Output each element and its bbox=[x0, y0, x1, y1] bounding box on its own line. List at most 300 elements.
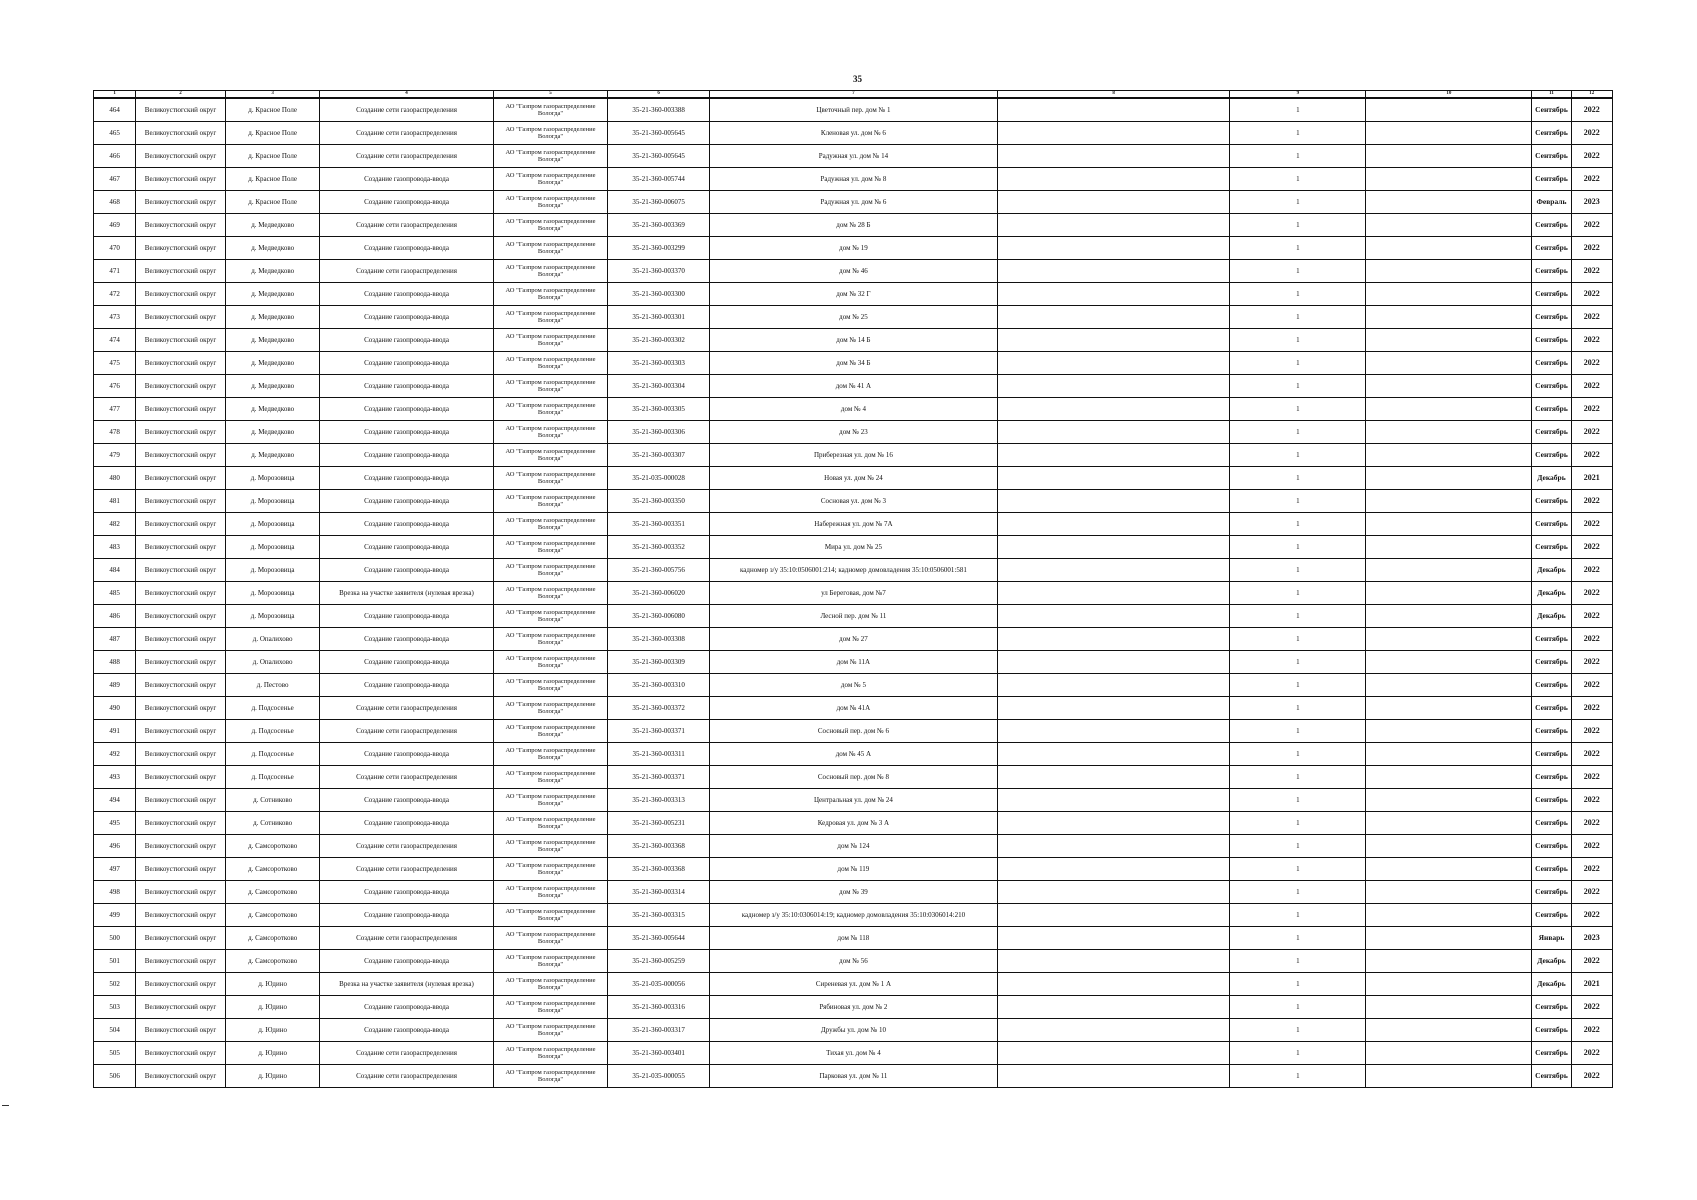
cell-settlement: д. Самсоротково bbox=[225, 927, 320, 950]
cell-district: Великоустюгский округ bbox=[136, 191, 226, 214]
cell-address: дом № 23 bbox=[709, 421, 997, 444]
cell-blank-col-10 bbox=[1366, 214, 1532, 237]
cell-application-id: 35-21-360-003304 bbox=[608, 375, 710, 398]
cell-application-id: 35-21-360-003309 bbox=[608, 651, 710, 674]
cell-quantity: 1 bbox=[1230, 674, 1366, 697]
cell-year: 2022 bbox=[1571, 490, 1612, 513]
cell-settlement: д. Морозовица bbox=[225, 467, 320, 490]
table-row bbox=[94, 1065, 1613, 1088]
cell-quantity: 1 bbox=[1230, 237, 1366, 260]
cell-work-type: Создание газопровода-ввода bbox=[320, 513, 493, 536]
cell-work-type: Создание газопровода-ввода bbox=[320, 237, 493, 260]
cell-year: 2021 bbox=[1571, 467, 1612, 490]
cell-address: Цветочный пер. дом № 1 bbox=[709, 98, 997, 122]
cell-year: 2022 bbox=[1571, 881, 1612, 904]
cell-month: Сентябрь bbox=[1532, 743, 1571, 766]
cell-address: дом № 118 bbox=[709, 927, 997, 950]
cell-blank-col-10 bbox=[1366, 467, 1532, 490]
cell-district: Великоустюгский округ bbox=[136, 237, 226, 260]
cell-blank-col-10 bbox=[1366, 145, 1532, 168]
cell-settlement: д. Медведково bbox=[225, 421, 320, 444]
cell-month: Декабрь bbox=[1532, 467, 1571, 490]
cell-district: Великоустюгский округ bbox=[136, 467, 226, 490]
cell-blank-col-10 bbox=[1366, 927, 1532, 950]
cell-quantity: 1 bbox=[1230, 260, 1366, 283]
cell-district: Великоустюгский округ bbox=[136, 927, 226, 950]
cell-year: 2022 bbox=[1571, 812, 1612, 835]
cell-month: Сентябрь bbox=[1532, 98, 1571, 122]
cell-month: Сентябрь bbox=[1532, 996, 1571, 1019]
cell-month: Декабрь bbox=[1532, 582, 1571, 605]
cell-work-type: Создание газопровода-ввода bbox=[320, 375, 493, 398]
cell-month: Сентябрь bbox=[1532, 283, 1571, 306]
cell-work-type: Создание газопровода-ввода bbox=[320, 605, 493, 628]
cell-district: Великоустюгский округ bbox=[136, 283, 226, 306]
cell-row-number: 494 bbox=[94, 789, 136, 812]
cell-year: 2022 bbox=[1571, 950, 1612, 973]
cell-address: Сосновый пер. дом № 6 bbox=[709, 720, 997, 743]
cell-operator: АО "Газпром газораспределение Вологда" bbox=[493, 122, 608, 145]
cell-quantity: 1 bbox=[1230, 559, 1366, 582]
cell-blank-col-10 bbox=[1366, 444, 1532, 467]
table-row bbox=[94, 98, 1613, 122]
cell-operator: АО "Газпром газораспределение Вологда" bbox=[493, 559, 608, 582]
cell-operator: АО "Газпром газораспределение Вологда" bbox=[493, 858, 608, 881]
cell-row-number: 492 bbox=[94, 743, 136, 766]
cell-operator: АО "Газпром газораспределение Вологда" bbox=[493, 789, 608, 812]
cell-blank-col-10 bbox=[1366, 191, 1532, 214]
cell-month: Сентябрь bbox=[1532, 421, 1571, 444]
cell-settlement: д. Морозовица bbox=[225, 490, 320, 513]
table-row bbox=[94, 812, 1613, 835]
cell-district: Великоустюгский округ bbox=[136, 697, 226, 720]
cell-operator: АО "Газпром газораспределение Вологда" bbox=[493, 1065, 608, 1088]
cell-settlement: д. Красное Поле bbox=[225, 122, 320, 145]
cell-row-number: 483 bbox=[94, 536, 136, 559]
cell-application-id: 35-21-360-003352 bbox=[608, 536, 710, 559]
cell-quantity: 1 bbox=[1230, 904, 1366, 927]
table-row bbox=[94, 973, 1613, 996]
cell-application-id: 35-21-360-003302 bbox=[608, 329, 710, 352]
cell-year: 2022 bbox=[1571, 1019, 1612, 1042]
cell-work-type: Создание сети газораспределения bbox=[320, 145, 493, 168]
cell-row-number: 464 bbox=[94, 98, 136, 122]
cell-quantity: 1 bbox=[1230, 398, 1366, 421]
cell-year: 2022 bbox=[1571, 260, 1612, 283]
column-header-9: 9 bbox=[1230, 91, 1366, 99]
cell-quantity: 1 bbox=[1230, 490, 1366, 513]
cell-row-number: 502 bbox=[94, 973, 136, 996]
cell-application-id: 35-21-360-003388 bbox=[608, 98, 710, 122]
cell-blank-col-8 bbox=[997, 421, 1230, 444]
cell-blank-col-8 bbox=[997, 214, 1230, 237]
cell-settlement: д. Подсосенье bbox=[225, 720, 320, 743]
cell-operator: АО "Газпром газораспределение Вологда" bbox=[493, 444, 608, 467]
cell-district: Великоустюгский округ bbox=[136, 421, 226, 444]
cell-operator: АО "Газпром газораспределение Вологда" bbox=[493, 674, 608, 697]
cell-district: Великоустюгский округ bbox=[136, 122, 226, 145]
cell-month: Сентябрь bbox=[1532, 444, 1571, 467]
cell-month: Сентябрь bbox=[1532, 490, 1571, 513]
cell-work-type: Создание сети газораспределения bbox=[320, 927, 493, 950]
cell-settlement: д. Пестово bbox=[225, 674, 320, 697]
cell-blank-col-10 bbox=[1366, 375, 1532, 398]
cell-year: 2022 bbox=[1571, 329, 1612, 352]
cell-district: Великоустюгский округ bbox=[136, 536, 226, 559]
cell-work-type: Создание газопровода-ввода bbox=[320, 950, 493, 973]
cell-work-type: Создание газопровода-ввода bbox=[320, 398, 493, 421]
cell-operator: АО "Газпром газораспределение Вологда" bbox=[493, 260, 608, 283]
cell-settlement: д. Морозовица bbox=[225, 559, 320, 582]
cell-application-id: 35-21-360-005645 bbox=[608, 145, 710, 168]
cell-blank-col-10 bbox=[1366, 697, 1532, 720]
cell-blank-col-8 bbox=[997, 559, 1230, 582]
cell-address: Сиреневая ул. дом № 1 А bbox=[709, 973, 997, 996]
cell-district: Великоустюгский округ bbox=[136, 674, 226, 697]
cell-settlement: д. Красное Поле bbox=[225, 145, 320, 168]
cell-blank-col-8 bbox=[997, 881, 1230, 904]
cell-row-number: 489 bbox=[94, 674, 136, 697]
table-row bbox=[94, 237, 1613, 260]
cell-settlement: д. Юдино bbox=[225, 996, 320, 1019]
cell-blank-col-8 bbox=[997, 490, 1230, 513]
cell-work-type: Создание газопровода-ввода bbox=[320, 743, 493, 766]
cell-address: дом № 11А bbox=[709, 651, 997, 674]
cell-blank-col-8 bbox=[997, 467, 1230, 490]
cell-blank-col-10 bbox=[1366, 950, 1532, 973]
table-row bbox=[94, 467, 1613, 490]
cell-address: Центральная ул. дом № 24 bbox=[709, 789, 997, 812]
cell-address: Приберезная ул. дом № 16 bbox=[709, 444, 997, 467]
cell-blank-col-10 bbox=[1366, 513, 1532, 536]
cell-quantity: 1 bbox=[1230, 329, 1366, 352]
cell-quantity: 1 bbox=[1230, 812, 1366, 835]
cell-address: кадномер з/у 35:10:0306014:19; кадномер домовладения 35:10:0306014:210 bbox=[709, 904, 997, 927]
table-body bbox=[94, 98, 1613, 1088]
cell-row-number: 506 bbox=[94, 1065, 136, 1088]
cell-blank-col-8 bbox=[997, 766, 1230, 789]
cell-month: Сентябрь bbox=[1532, 352, 1571, 375]
cell-application-id: 35-21-360-005744 bbox=[608, 168, 710, 191]
cell-month: Сентябрь bbox=[1532, 375, 1571, 398]
cell-district: Великоустюгский округ bbox=[136, 858, 226, 881]
cell-application-id: 35-21-360-005259 bbox=[608, 950, 710, 973]
cell-address: Рябиновая ул. дом № 2 bbox=[709, 996, 997, 1019]
cell-row-number: 485 bbox=[94, 582, 136, 605]
cell-blank-col-8 bbox=[997, 743, 1230, 766]
cell-quantity: 1 bbox=[1230, 651, 1366, 674]
cell-settlement: д. Опалихово bbox=[225, 651, 320, 674]
cell-month: Декабрь bbox=[1532, 973, 1571, 996]
cell-settlement: д. Опалихово bbox=[225, 628, 320, 651]
cell-blank-col-10 bbox=[1366, 605, 1532, 628]
cell-work-type: Создание сети газораспределения bbox=[320, 858, 493, 881]
cell-quantity: 1 bbox=[1230, 191, 1366, 214]
cell-district: Великоустюгский округ bbox=[136, 168, 226, 191]
cell-settlement: д. Медведково bbox=[225, 398, 320, 421]
cell-month: Сентябрь bbox=[1532, 260, 1571, 283]
cell-blank-col-8 bbox=[997, 283, 1230, 306]
cell-district: Великоустюгский округ bbox=[136, 628, 226, 651]
cell-operator: АО "Газпром газораспределение Вологда" bbox=[493, 996, 608, 1019]
cell-row-number: 503 bbox=[94, 996, 136, 1019]
cell-settlement: д. Самсоротково bbox=[225, 881, 320, 904]
cell-application-id: 35-21-360-003308 bbox=[608, 628, 710, 651]
cell-year: 2022 bbox=[1571, 1042, 1612, 1065]
cell-address: Мира ул. дом № 25 bbox=[709, 536, 997, 559]
cell-blank-col-8 bbox=[997, 927, 1230, 950]
table-row bbox=[94, 651, 1613, 674]
cell-district: Великоустюгский округ bbox=[136, 145, 226, 168]
cell-year: 2022 bbox=[1571, 559, 1612, 582]
cell-row-number: 476 bbox=[94, 375, 136, 398]
cell-row-number: 498 bbox=[94, 881, 136, 904]
cell-work-type: Создание сети газораспределения bbox=[320, 122, 493, 145]
cell-row-number: 473 bbox=[94, 306, 136, 329]
cell-blank-col-10 bbox=[1366, 743, 1532, 766]
cell-quantity: 1 bbox=[1230, 513, 1366, 536]
table-row bbox=[94, 513, 1613, 536]
cell-row-number: 468 bbox=[94, 191, 136, 214]
cell-work-type: Создание газопровода-ввода bbox=[320, 651, 493, 674]
cell-settlement: д. Морозовица bbox=[225, 605, 320, 628]
cell-month: Сентябрь bbox=[1532, 674, 1571, 697]
cell-operator: АО "Газпром газораспределение Вологда" bbox=[493, 927, 608, 950]
cell-operator: АО "Газпром газораспределение Вологда" bbox=[493, 214, 608, 237]
cell-settlement: д. Сотниково bbox=[225, 812, 320, 835]
cell-settlement: д. Юдино bbox=[225, 1065, 320, 1088]
cell-operator: АО "Газпром газораспределение Вологда" bbox=[493, 605, 608, 628]
cell-quantity: 1 bbox=[1230, 973, 1366, 996]
column-header-3: 3 bbox=[225, 91, 320, 99]
cell-operator: АО "Газпром газораспределение Вологда" bbox=[493, 720, 608, 743]
column-header-12: 12 bbox=[1571, 91, 1612, 99]
cell-blank-col-8 bbox=[997, 375, 1230, 398]
cell-application-id: 35-21-360-003310 bbox=[608, 674, 710, 697]
cell-settlement: д. Самсоротково bbox=[225, 835, 320, 858]
cell-quantity: 1 bbox=[1230, 1065, 1366, 1088]
cell-settlement: д. Самсоротково bbox=[225, 858, 320, 881]
cell-application-id: 35-21-360-003307 bbox=[608, 444, 710, 467]
table-row bbox=[94, 904, 1613, 927]
cell-month: Сентябрь bbox=[1532, 122, 1571, 145]
cell-quantity: 1 bbox=[1230, 214, 1366, 237]
cell-address: Лесной пер. дом № 11 bbox=[709, 605, 997, 628]
table-row bbox=[94, 283, 1613, 306]
cell-year: 2022 bbox=[1571, 122, 1612, 145]
cell-district: Великоустюгский округ bbox=[136, 973, 226, 996]
cell-year: 2022 bbox=[1571, 858, 1612, 881]
cell-district: Великоустюгский округ bbox=[136, 812, 226, 835]
cell-work-type: Создание газопровода-ввода bbox=[320, 444, 493, 467]
cell-row-number: 479 bbox=[94, 444, 136, 467]
cell-settlement: д. Медведково bbox=[225, 283, 320, 306]
table-row bbox=[94, 582, 1613, 605]
cell-blank-col-8 bbox=[997, 398, 1230, 421]
cell-operator: АО "Газпром газораспределение Вологда" bbox=[493, 973, 608, 996]
table-row bbox=[94, 444, 1613, 467]
cell-quantity: 1 bbox=[1230, 835, 1366, 858]
column-header-6: 6 bbox=[608, 91, 710, 99]
table-row bbox=[94, 1042, 1613, 1065]
cell-work-type: Создание газопровода-ввода bbox=[320, 168, 493, 191]
cell-operator: АО "Газпром газораспределение Вологда" bbox=[493, 812, 608, 835]
cell-application-id: 35-21-360-005756 bbox=[608, 559, 710, 582]
cell-work-type: Создание сети газораспределения bbox=[320, 214, 493, 237]
cell-operator: АО "Газпром газораспределение Вологда" bbox=[493, 306, 608, 329]
cell-operator: АО "Газпром газораспределение Вологда" bbox=[493, 536, 608, 559]
cell-settlement: д. Медведково bbox=[225, 444, 320, 467]
cell-blank-col-10 bbox=[1366, 1042, 1532, 1065]
cell-blank-col-10 bbox=[1366, 904, 1532, 927]
cell-blank-col-10 bbox=[1366, 98, 1532, 122]
cell-month: Сентябрь bbox=[1532, 214, 1571, 237]
cell-quantity: 1 bbox=[1230, 145, 1366, 168]
cell-operator: АО "Газпром газораспределение Вологда" bbox=[493, 145, 608, 168]
cell-row-number: 496 bbox=[94, 835, 136, 858]
cell-month: Декабрь bbox=[1532, 559, 1571, 582]
cell-work-type: Создание газопровода-ввода bbox=[320, 1019, 493, 1042]
table-row bbox=[94, 375, 1613, 398]
column-header-5: 5 bbox=[493, 91, 608, 99]
cell-quantity: 1 bbox=[1230, 950, 1366, 973]
cell-month: Сентябрь bbox=[1532, 720, 1571, 743]
cell-blank-col-8 bbox=[997, 789, 1230, 812]
cell-work-type: Создание сети газораспределения bbox=[320, 1065, 493, 1088]
cell-operator: АО "Газпром газораспределение Вологда" bbox=[493, 1019, 608, 1042]
cell-work-type: Врезка на участке заявителя (нулевая врезка) bbox=[320, 973, 493, 996]
cell-district: Великоустюгский округ bbox=[136, 513, 226, 536]
cell-settlement: д. Подсосенье bbox=[225, 697, 320, 720]
cell-blank-col-8 bbox=[997, 674, 1230, 697]
table-row bbox=[94, 628, 1613, 651]
cell-row-number: 505 bbox=[94, 1042, 136, 1065]
cell-address: Тихая ул. дом № 4 bbox=[709, 1042, 997, 1065]
cell-work-type: Создание сети газораспределения bbox=[320, 260, 493, 283]
cell-row-number: 465 bbox=[94, 122, 136, 145]
cell-blank-col-10 bbox=[1366, 1065, 1532, 1088]
table-row bbox=[94, 996, 1613, 1019]
cell-address: дом № 124 bbox=[709, 835, 997, 858]
cell-work-type: Создание газопровода-ввода bbox=[320, 904, 493, 927]
cell-year: 2022 bbox=[1571, 168, 1612, 191]
cell-settlement: д. Медведково bbox=[225, 237, 320, 260]
cell-address: дом № 28 Б bbox=[709, 214, 997, 237]
cell-month: Сентябрь bbox=[1532, 329, 1571, 352]
table-row bbox=[94, 421, 1613, 444]
cell-year: 2022 bbox=[1571, 582, 1612, 605]
cell-district: Великоустюгский округ bbox=[136, 950, 226, 973]
cell-district: Великоустюгский округ bbox=[136, 559, 226, 582]
cell-month: Сентябрь bbox=[1532, 789, 1571, 812]
cell-blank-col-10 bbox=[1366, 283, 1532, 306]
cell-address: дом № 5 bbox=[709, 674, 997, 697]
cell-district: Великоустюгский округ bbox=[136, 720, 226, 743]
cell-operator: АО "Газпром газораспределение Вологда" bbox=[493, 881, 608, 904]
cell-application-id: 35-21-360-003317 bbox=[608, 1019, 710, 1042]
cell-district: Великоустюгский округ bbox=[136, 398, 226, 421]
cell-work-type: Создание сети газораспределения bbox=[320, 697, 493, 720]
cell-year: 2022 bbox=[1571, 214, 1612, 237]
table-row bbox=[94, 559, 1613, 582]
cell-blank-col-10 bbox=[1366, 858, 1532, 881]
cell-settlement: д. Красное Поле bbox=[225, 191, 320, 214]
cell-blank-col-10 bbox=[1366, 789, 1532, 812]
cell-work-type: Создание газопровода-ввода bbox=[320, 996, 493, 1019]
cell-operator: АО "Газпром газораспределение Вологда" bbox=[493, 582, 608, 605]
cell-year: 2022 bbox=[1571, 651, 1612, 674]
cell-address: Сосновый пер. дом № 8 bbox=[709, 766, 997, 789]
cell-work-type: Создание сети газораспределения bbox=[320, 1042, 493, 1065]
cell-year: 2022 bbox=[1571, 1065, 1612, 1088]
cell-blank-col-10 bbox=[1366, 260, 1532, 283]
cell-quantity: 1 bbox=[1230, 306, 1366, 329]
cell-work-type: Создание газопровода-ввода bbox=[320, 352, 493, 375]
cell-address: Парковая ул. дом № 11 bbox=[709, 1065, 997, 1088]
cell-address: Дружбы ул. дом № 10 bbox=[709, 1019, 997, 1042]
cell-quantity: 1 bbox=[1230, 927, 1366, 950]
cell-row-number: 482 bbox=[94, 513, 136, 536]
cell-application-id: 35-21-360-006075 bbox=[608, 191, 710, 214]
cell-district: Великоустюгский округ bbox=[136, 904, 226, 927]
cell-quantity: 1 bbox=[1230, 122, 1366, 145]
table-row bbox=[94, 605, 1613, 628]
cell-settlement: д. Медведково bbox=[225, 329, 320, 352]
cell-year: 2022 bbox=[1571, 605, 1612, 628]
cell-row-number: 486 bbox=[94, 605, 136, 628]
cell-quantity: 1 bbox=[1230, 697, 1366, 720]
cell-row-number: 495 bbox=[94, 812, 136, 835]
cell-quantity: 1 bbox=[1230, 536, 1366, 559]
cell-work-type: Создание газопровода-ввода bbox=[320, 467, 493, 490]
cell-year: 2022 bbox=[1571, 536, 1612, 559]
cell-row-number: 466 bbox=[94, 145, 136, 168]
table-row bbox=[94, 720, 1613, 743]
cell-blank-col-10 bbox=[1366, 996, 1532, 1019]
cell-application-id: 35-21-035-000028 bbox=[608, 467, 710, 490]
cell-blank-col-8 bbox=[997, 260, 1230, 283]
table-row bbox=[94, 214, 1613, 237]
cell-row-number: 480 bbox=[94, 467, 136, 490]
cell-quantity: 1 bbox=[1230, 98, 1366, 122]
cell-application-id: 35-21-360-003306 bbox=[608, 421, 710, 444]
cell-operator: АО "Газпром газораспределение Вологда" bbox=[493, 628, 608, 651]
cell-year: 2022 bbox=[1571, 720, 1612, 743]
cell-month: Сентябрь bbox=[1532, 145, 1571, 168]
cell-application-id: 35-21-360-003314 bbox=[608, 881, 710, 904]
cell-address: дом № 39 bbox=[709, 881, 997, 904]
cell-blank-col-8 bbox=[997, 444, 1230, 467]
cell-blank-col-8 bbox=[997, 536, 1230, 559]
table-row bbox=[94, 674, 1613, 697]
cell-application-id: 35-21-360-003351 bbox=[608, 513, 710, 536]
cell-work-type: Создание газопровода-ввода bbox=[320, 559, 493, 582]
cell-district: Великоустюгский округ bbox=[136, 651, 226, 674]
cell-address: Новая ул. дом № 24 bbox=[709, 467, 997, 490]
cell-year: 2022 bbox=[1571, 835, 1612, 858]
cell-blank-col-10 bbox=[1366, 720, 1532, 743]
cell-row-number: 497 bbox=[94, 858, 136, 881]
column-header-7: 7 bbox=[709, 91, 997, 99]
cell-settlement: д. Морозовица bbox=[225, 536, 320, 559]
cell-district: Великоустюгский округ bbox=[136, 605, 226, 628]
cell-district: Великоустюгский округ bbox=[136, 375, 226, 398]
cell-quantity: 1 bbox=[1230, 996, 1366, 1019]
table-row bbox=[94, 490, 1613, 513]
cell-month: Сентябрь bbox=[1532, 697, 1571, 720]
cell-address: дом № 41 А bbox=[709, 375, 997, 398]
cell-operator: АО "Газпром газораспределение Вологда" bbox=[493, 743, 608, 766]
